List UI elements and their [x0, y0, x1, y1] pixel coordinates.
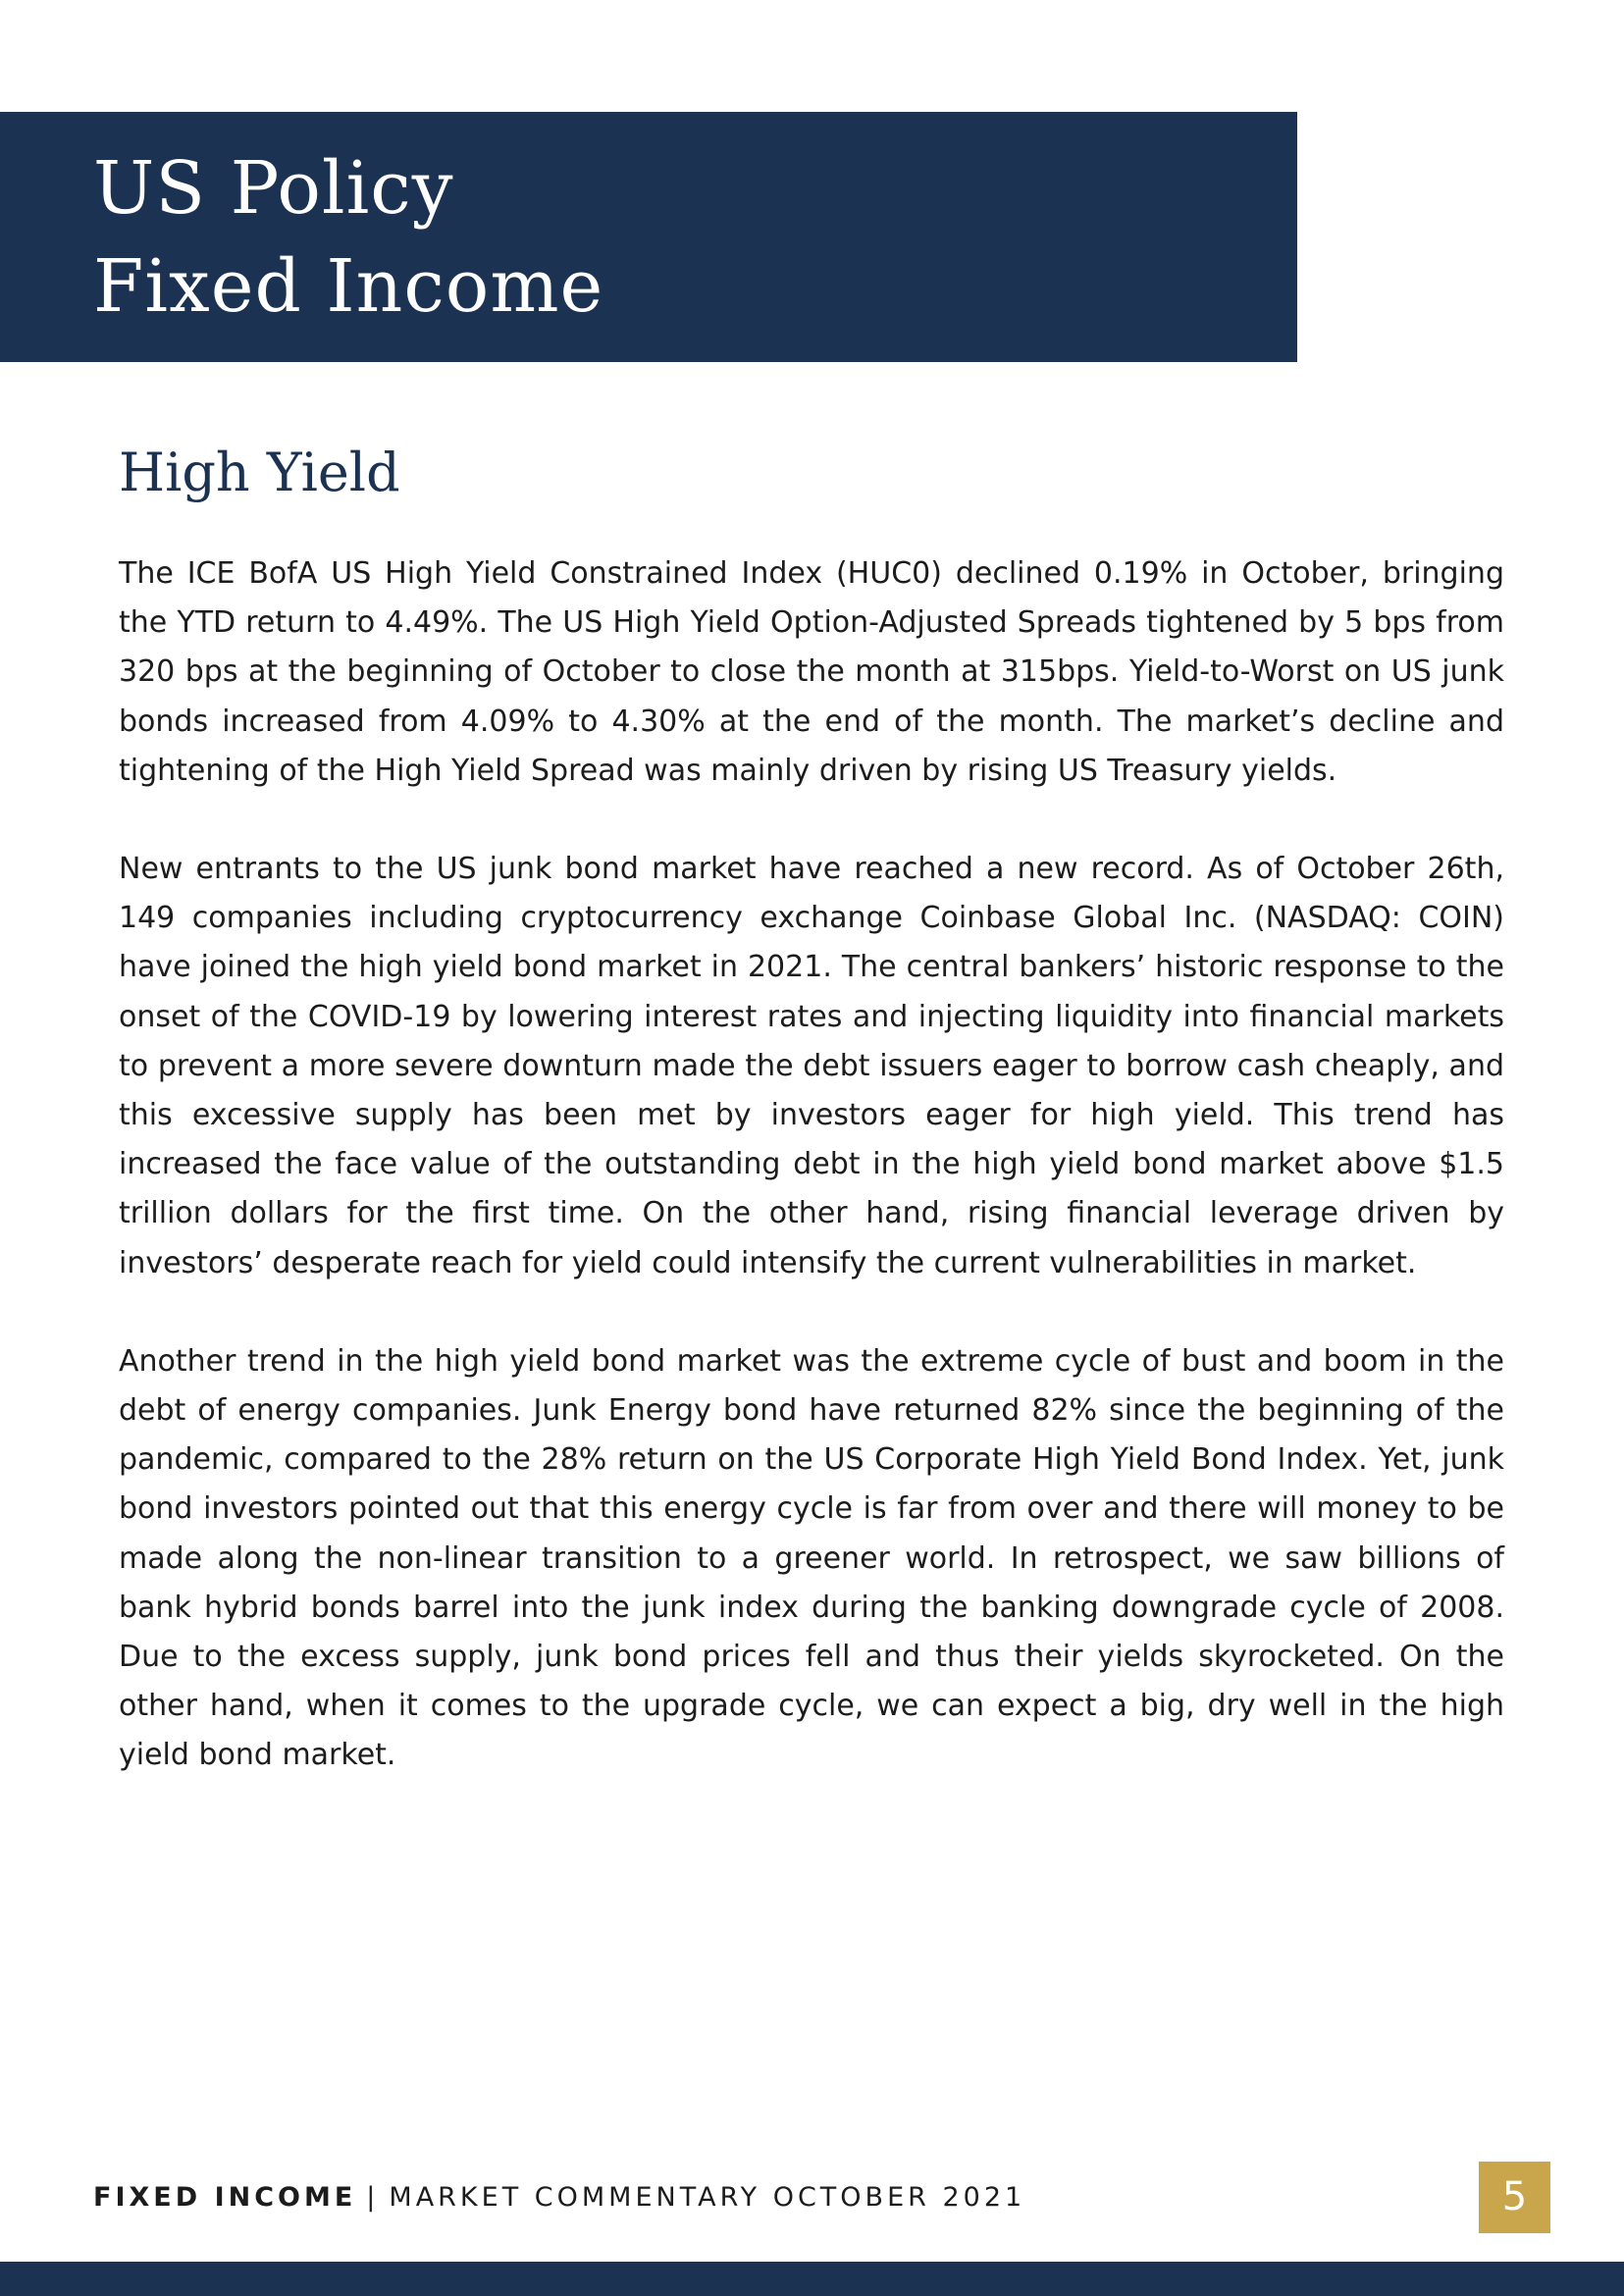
footer-bar	[0, 2262, 1624, 2296]
section-heading: High Yield	[119, 442, 400, 503]
page-title	[93, 139, 1297, 336]
page-title-line-1: US Policy	[93, 146, 454, 231]
footer-publication: MARKET COMMENTARY OCTOBER 2021	[389, 2182, 1026, 2213]
paragraph-3: Another trend in the high yield bond market was the extreme cycle of bust and boom in the debt of energy companies. Junk Energy bond have returned 82% since the beginning of the pandemic, compared to the 28% return on the US Corporate High Yield Bond Index. Yet, junk bond investors pointed out that this energy cycle is far from over and there will money to be made along the non-linear transition to a greener world. In retrospect, we saw billions of bank hybrid bonds barrel into the junk index during the banking downgrade cycle of 2008. Due to the excess supply, junk bond prices fell and thus their yields skyrocketed. On the other hand, when it comes to the upgrade cycle, we can expect a big, dry well in the high yield bond market.	[119, 1343, 1504, 1773]
footer-section-name: FIXED INCOME	[93, 2182, 357, 2213]
footer-separator: |	[366, 2182, 380, 2213]
header-banner	[0, 112, 1297, 362]
paragraph-2: New entrants to the US junk bond market have reached a new record. As of October 26th, 149 companies including cryptocurrency exchange Coinbase Global Inc. (NASDAQ: COIN) have joined the high yield bond market in 2021. The central bankers’ historic response to the onset of the COVID-19 by lowering interest rates and injecting liquidity into financial markets to prevent a more severe downturn made the debt issuers eager to borrow cash cheaply, and this excessive supply has been met by investors eager for high yield. This trend has increased the face value of the outstanding debt in the high yield bond market above $1.5 trillion dollars for the first time. On the other hand, rising financial leverage driven by investors’ desperate reach for yield could intensify the current vulnerabilities in market.	[119, 852, 1504, 1280]
paragraph-1: The ICE BofA US High Yield Constrained Index (HUC0) declined 0.19% in October, bringing the YTD return to 4.49%. The US High Yield Option-Adjusted Spreads tightened by 5 bps from 320 bps at the beginning of October to close the month at 315bps. Yield-to-Worst on US junk bonds increased from 4.09% to 4.30% at the end of the month. The market’s decline and tightening of the High Yield Spread was mainly driven by rising US Treasury yields.	[119, 556, 1504, 788]
footer-label	[93, 2182, 1025, 2213]
article-body	[119, 432, 1504, 1830]
page-number-badge: 5	[1479, 2162, 1550, 2233]
page-title-line-2: Fixed Income	[93, 244, 604, 329]
